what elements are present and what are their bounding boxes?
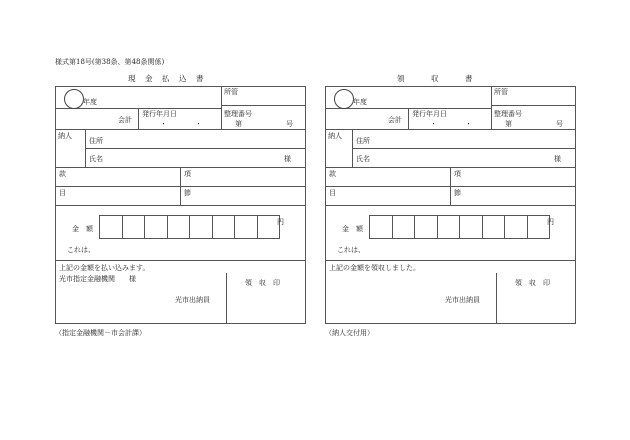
treasurer-label: 光市出納員 [175,296,210,304]
nounin-label: 納人 [58,132,72,140]
shokan-label: 所管 [224,88,238,96]
amount-label: 金 額 [342,225,363,233]
kaikei-label: 会計 [388,116,402,124]
footer-note: （納人交付用） [325,329,374,337]
moku-field[interactable]: 目 [59,189,66,197]
kou-field[interactable]: 項 [184,170,191,178]
yen-label: 円 [277,218,284,226]
yen-label: 円 [547,218,554,226]
statement-text: 上記の金額を払い込みます。 [59,264,150,272]
kan-field[interactable]: 款 [329,170,336,178]
date-dot: ・ [195,120,202,128]
amount-digit-boxes[interactable] [369,215,549,239]
seiri-number-label: 整理番号 [224,110,252,118]
kan-field[interactable]: 款 [59,170,66,178]
seiri-go: 号 [556,120,563,128]
name-field[interactable]: 氏名 [89,155,103,163]
kou-field[interactable]: 項 [454,170,461,178]
seiri-go: 号 [286,120,293,128]
date-dot: ・ [430,120,437,128]
receipt-stamp-label: 領 収 印 [245,279,280,287]
fiscal-year-label: 年度 [83,98,97,106]
statement-text: 上記の金額を領収しました。 [329,264,420,272]
shokan-label: 所管 [494,88,508,96]
date-dot: ・ [465,120,472,128]
sama-label: 様 [284,155,291,163]
nounin-label: 納人 [328,132,342,140]
fiscal-year-circle[interactable] [334,89,354,109]
bank-text: 光市指定金融機関 様 [59,275,136,283]
footer-note: （指定金融機関－市会計課） [55,329,146,337]
korewa-label: これは、 [337,246,365,254]
kaikei-label: 会計 [118,116,132,124]
amount-digit-boxes[interactable] [99,215,279,239]
fiscal-year-circle[interactable] [64,89,84,109]
seiri-dai: 第 [235,120,242,128]
address-field[interactable]: 住所 [356,137,370,145]
moku-field[interactable]: 目 [329,189,336,197]
issue-date-label: 発行年月日 [412,110,447,118]
payment-form [55,86,306,324]
date-dot: ・ [160,120,167,128]
form-title-receipt: 領 収 書 [397,74,474,83]
setsu-field[interactable]: 節 [184,189,191,197]
seiri-dai: 第 [505,120,512,128]
receipt-stamp-label: 領 収 印 [515,279,550,287]
amount-label: 金 額 [72,225,93,233]
name-field[interactable]: 氏名 [356,155,370,163]
fiscal-year-label: 年度 [353,98,367,106]
receipt-form [325,86,576,324]
korewa-label: これは、 [67,246,95,254]
form-number: 様式第18号(第38条、第48条関係) [55,58,165,66]
sama-label: 様 [554,155,561,163]
address-field[interactable]: 住所 [89,137,103,145]
treasurer-label: 光市出納員 [445,296,480,304]
seiri-number-label: 整理番号 [494,110,522,118]
setsu-field[interactable]: 節 [454,189,461,197]
issue-date-label: 発行年月日 [142,110,177,118]
form-title-payment: 現 金 払 込 書 [128,74,205,83]
